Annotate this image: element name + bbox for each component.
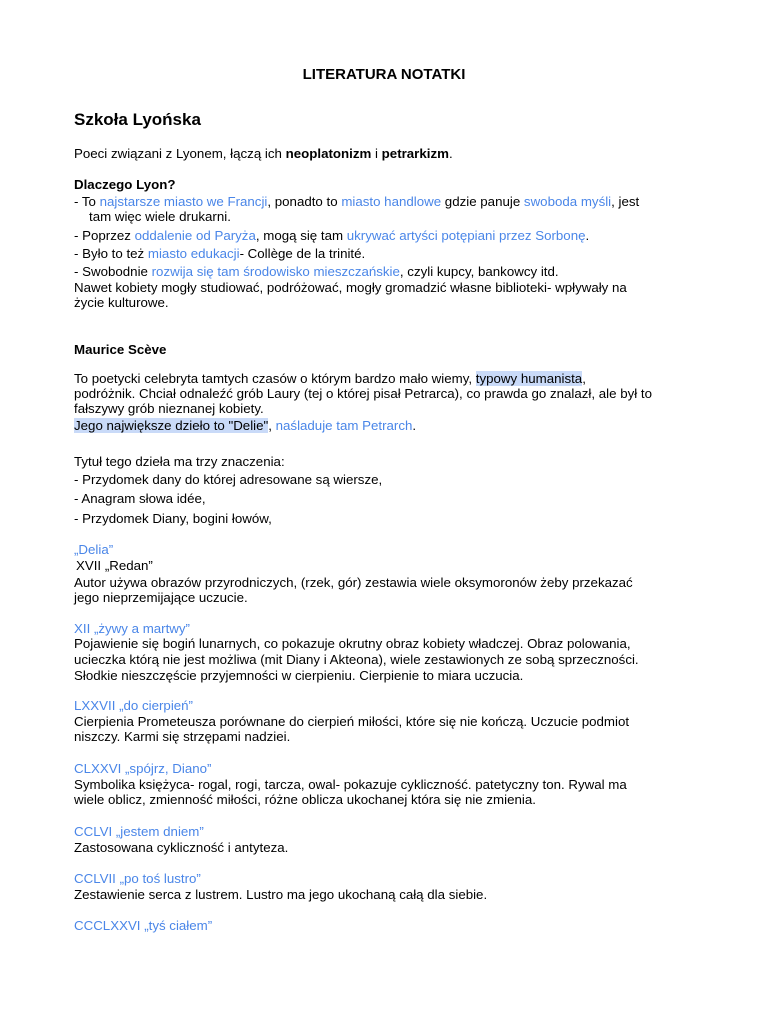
title-meanings-intro: Tytuł tego dzieła ma trzy znaczenia: <box>74 454 285 469</box>
poem-line: wiele oblicz, zmienność miłości, różne oblicza ukochanej która się nie zmienia. <box>74 792 536 807</box>
why-line-2 <box>74 228 589 244</box>
section-title: Szkoła Lyońska <box>74 110 201 129</box>
intro-text: . <box>448 146 453 161</box>
delia-heading: „Delia” <box>74 542 114 557</box>
delia-subheading: XVII „Redan” <box>76 558 153 573</box>
title-meaning-item: - Anagram słowa idée, <box>74 491 206 506</box>
highlighted-phrase: Jego największe dzieło to "Delie" <box>74 418 269 433</box>
poem-heading: CCLVII „po toś lustro” <box>74 871 201 886</box>
why-lyon-heading: Dlaczego Lyon? <box>74 177 176 192</box>
poem-line: niszczy. Karmi się strzępami nadziei. <box>74 729 291 744</box>
colored-phrase: oddalenie od Paryża <box>134 228 256 243</box>
title-meaning-item: - Przydomek dany do której adresowane są wiersze, <box>74 472 383 487</box>
intro-paragraph <box>74 146 453 162</box>
author-line-4 <box>74 418 416 434</box>
delia-line-2: jego nieprzemijające uczucie. <box>74 590 248 605</box>
line-text: gdzie panuje <box>441 194 524 209</box>
intro-bold-term: petrarkizm <box>381 146 449 161</box>
poem-line: Cierpienia Prometeusza porównane do cierpień miłości, które się nie kończą. Uczucie podmiot <box>74 714 630 729</box>
author-line-1 <box>74 371 586 387</box>
poem-heading: CLXXVI „spójrz, Diano” <box>74 761 212 776</box>
line-text: , jest <box>611 194 640 209</box>
intro-bold-term: neoplatonizm <box>285 146 372 161</box>
line-text: - Było to też <box>74 246 148 261</box>
intro-text: i <box>371 146 382 161</box>
colored-phrase: naśladuje tam Petrarch <box>275 418 413 433</box>
line-text: To poetycki celebryta tamtych czasów o którym bardzo mało wiemy, <box>74 371 476 386</box>
line-text: . <box>585 228 590 243</box>
colored-phrase: swoboda myśli <box>523 194 612 209</box>
intro-text: Poeci związani z Lyonem, łączą ich <box>74 146 286 161</box>
document-title: LITERATURA NOTATKI <box>302 66 466 83</box>
line-text: , czyli kupcy, bankowcy itd. <box>399 264 559 279</box>
line-text: - To <box>74 194 100 209</box>
line-text: - Collège de la trinité. <box>239 246 366 261</box>
poem-heading: LXXVII „do cierpień” <box>74 698 193 713</box>
poem-line: Zestawienie serca z lustrem. Lustro ma jego ukochaną całą dla siebie. <box>74 887 488 902</box>
line-text: . <box>412 418 417 433</box>
why-line-6: życie kulturowe. <box>74 295 169 310</box>
poem-line: Zastosowana cykliczność i antyteza. <box>74 840 289 855</box>
line-text: - Poprzez <box>74 228 135 243</box>
title-meaning-item: - Przydomek Diany, bogini łowów, <box>74 511 272 526</box>
poem-line: ucieczka którą nie jest możliwa (mit Diany i Akteona), wiele zestawionych ze sobą sprzeczności. <box>74 652 639 667</box>
poem-heading: CCLVI „jestem dniem” <box>74 824 204 839</box>
why-line-5: Nawet kobiety mogły studiować, podróżować, mogły gromadzić własne biblioteki- wpływały na <box>74 280 627 295</box>
line-text: , mogą się tam <box>255 228 347 243</box>
poem-heading: XII „żywy a martwy” <box>74 621 190 636</box>
colored-phrase: ukrywać artyści potępiani przez Sorbonę <box>346 228 586 243</box>
why-line-1 <box>74 194 639 210</box>
poem-line: Słodkie nieszczęście przyjemności w cierpieniu. Cierpienie to miara uczucia. <box>74 668 524 683</box>
poem-heading: CCCLXXVI „tyś ciałem” <box>74 918 213 933</box>
line-text: , <box>268 418 276 433</box>
colored-phrase: miasto handlowe <box>341 194 442 209</box>
why-line-1-cont: tam więc wiele drukarni. <box>89 209 231 224</box>
poem-line: Pojawienie się bogiń lunarnych, co pokazuje okrutny obraz kobiety władczej. Obraz polowania, <box>74 636 631 651</box>
author-heading: Maurice Scève <box>74 342 167 357</box>
line-text: - Swobodnie <box>74 264 152 279</box>
highlighted-phrase: typowy humanista <box>475 371 583 386</box>
author-line-3: fałszywy grób nieznanej kobiety. <box>74 401 264 416</box>
line-text: , <box>582 371 586 386</box>
why-line-4 <box>74 264 559 280</box>
colored-phrase: miasto edukacji <box>147 246 240 261</box>
colored-phrase: najstarsze miasto we Francji <box>99 194 268 209</box>
why-line-3 <box>74 246 365 262</box>
line-text: , ponadto to <box>267 194 342 209</box>
colored-phrase: rozwija się tam środowisko mieszczańskie <box>151 264 400 279</box>
poem-line: Symbolika księżyca- rogal, rogi, tarcza, owal- pokazuje cykliczność. patetyczny ton. Rywal ma <box>74 777 627 792</box>
delia-line-1: Autor używa obrazów przyrodniczych, (rzek, gór) zestawia wiele oksymoronów żeby przekazać <box>74 575 633 590</box>
author-line-2: podróżnik. Chciał odnaleźć grób Laury (tej o której pisał Petrarca), co prawda go znalazł, ale był to <box>74 386 652 401</box>
